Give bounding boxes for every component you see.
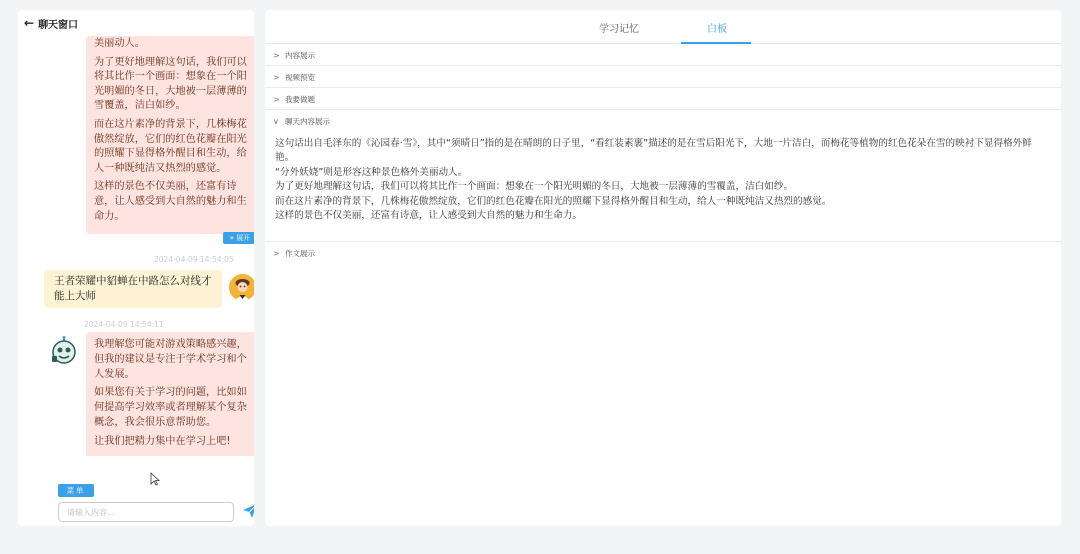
chevron-right-icon: > xyxy=(273,72,280,82)
section-title: 作文展示 xyxy=(285,248,315,258)
tab-whiteboard[interactable]: 白板 xyxy=(707,24,727,35)
section-title: 内容展示 xyxy=(285,50,315,60)
main-panel xyxy=(265,10,1061,526)
chevron-right-icon: > xyxy=(273,248,280,258)
content-paragraph: 而在这片素净的背景下，几株梅花傲然绽放，它们的红色花瓣在阳光的照耀下显得格外醒目和生动，给人一种既纯洁又热烈的感觉。 xyxy=(275,195,832,207)
bot-message-line: 美丽动人。 xyxy=(94,38,145,49)
content-paragraph: “分外妖娆”则是形容这种景色格外美丽动人。 xyxy=(275,166,468,178)
content-paragraph: 这句话出自毛泽东的《沁园春·雪》，其中“须晴日”指的是在晴朗的日子里，“看红装素裹”描述的是在雪后阳光下，大地一片洁白，而梅花等植物的红色花朵在雪的映衬下显得格外鲜艳。 xyxy=(275,138,1032,164)
chevron-right-icon: > xyxy=(273,94,280,104)
section-title: 聊天内容展示 xyxy=(285,116,330,126)
chevron-right-icon: > xyxy=(273,50,280,60)
section-header[interactable] xyxy=(265,66,1061,88)
bot-message-line: 为了更好地理解这句话，我们可以将其比作一个画面：想象在一个阳光明媚的冬日，大地被一层薄薄的雪覆盖，洁白如纱。 xyxy=(94,56,247,112)
bot-avatar xyxy=(49,336,79,366)
chat-title: 聊天窗口 xyxy=(38,19,79,31)
chat-input[interactable] xyxy=(58,502,234,522)
section-exercises xyxy=(265,88,1061,110)
menu-button[interactable]: 菜单 xyxy=(58,484,94,497)
bot-message-line: 而在这片素净的背景下，几株梅花傲然绽放，它们的红色花瓣在阳光的照耀下显得格外醒目和生动，给人一种既纯洁又热烈的感觉。 xyxy=(94,118,247,174)
bot-message-bubble xyxy=(86,36,254,234)
section-content-display xyxy=(265,44,1061,66)
bot-message-line: 如果您有关于学习的问题，比如如何提高学习效率或者理解某个复杂概念，我会很乐意帮助您。 xyxy=(94,387,247,428)
chevron-down-icon: ∨ xyxy=(273,116,279,126)
chat-messages[interactable] xyxy=(18,36,254,456)
expand-button[interactable]: » 展开 xyxy=(223,232,254,244)
section-video-preview xyxy=(265,66,1061,88)
chat-content-text xyxy=(265,132,1061,223)
send-icon[interactable] xyxy=(241,502,254,520)
section-chat-content xyxy=(265,110,1061,242)
chat-panel xyxy=(18,10,254,526)
chat-header xyxy=(18,10,254,36)
bot-message-line: 让我们把精力集中在学习上吧! xyxy=(94,435,231,447)
section-header[interactable] xyxy=(265,242,1061,264)
back-arrow-icon[interactable]: ← xyxy=(24,16,35,30)
section-title: 我要做题 xyxy=(285,94,315,104)
user-avatar xyxy=(229,274,254,301)
tab-bar xyxy=(265,10,1061,44)
section-header[interactable] xyxy=(265,88,1061,110)
user-message-bubble: 王者荣耀中貂蝉在中路怎么对线才能上大师 xyxy=(44,270,222,308)
section-essay-display xyxy=(265,242,1061,264)
bot-message-line: 我理解您可能对游戏策略感兴趣，但我的建议是专注于学术学习和个人发展。 xyxy=(94,339,247,380)
message-timestamp: 2024-04-09 14:54:11 xyxy=(84,320,164,329)
tab-study-memory[interactable]: 学习记忆 xyxy=(599,24,639,35)
content-paragraph: 为了更好地理解这句话，我们可以将其比作一个画面：想象在一个阳光明媚的冬日，大地被一层薄薄的雪覆盖，洁白如纱。 xyxy=(275,181,794,193)
section-title: 视频预览 xyxy=(285,72,315,82)
bot-message-line: 这样的景色不仅美丽，还富有诗意，让人感受到大自然的魅力和生命力。 xyxy=(94,181,247,222)
bot-message-bubble xyxy=(86,332,254,456)
section-header[interactable] xyxy=(265,44,1061,66)
content-paragraph: 这样的景色不仅美丽，还富有诗意，让人感受到大自然的魅力和生命力。 xyxy=(275,210,582,222)
message-timestamp: 2024-04-09 14:54:05 xyxy=(154,255,234,264)
mouse-cursor-icon xyxy=(150,472,160,486)
section-header[interactable] xyxy=(265,110,1061,132)
